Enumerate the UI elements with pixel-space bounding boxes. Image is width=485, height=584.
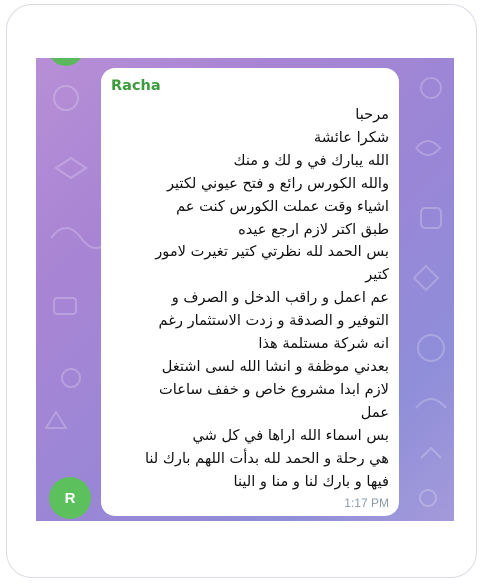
avatar-initial: R	[64, 489, 76, 507]
message-line: اشياء وقت عملت الكورس كنت عم	[176, 197, 389, 215]
message-line: كتير	[365, 266, 389, 284]
message-line: بس الحمد لله نظرتي كتير تغيرت لامور	[155, 243, 389, 261]
message-line: عمل	[360, 403, 389, 421]
message-line: شكرا عائشة	[313, 128, 389, 146]
sender-avatar[interactable]	[49, 477, 91, 519]
message-line: والله الكورس رائع و فتح عيوني لكتير	[166, 174, 389, 192]
message-line: انه شركة مستلمة هذا	[258, 335, 389, 353]
sender-name[interactable]: Racha	[111, 78, 161, 94]
message-line: بس اسماء الله اراها في كل شي	[192, 426, 389, 444]
message-line: لازم ابدا مشروع خاص و خفف ساعات	[159, 380, 389, 398]
message-line: التوفير و الصدقة و زدت الاستثمار رغم	[158, 312, 389, 330]
screenshot-frame	[6, 4, 477, 578]
message-line: مرحبا	[355, 106, 389, 123]
message-line: عم اعمل و راقب الدخل و الصرف و	[171, 289, 389, 307]
message-timestamp: 1:17 PM	[344, 496, 389, 510]
message-line: طبق اكتر لازم ارجع عيده	[238, 220, 389, 238]
message-line: هي رحلة و الحمد لله بدأت اللهم بارك لنا	[144, 449, 389, 467]
message-line: بعدني موظفة و انشا الله لسى اشتغل	[161, 357, 389, 375]
message-line: فيها و بارك لنا و منا و الينا	[233, 472, 389, 490]
message-text	[111, 104, 389, 493]
message-line: الله يبارك في و لك و منك	[233, 151, 389, 169]
message-bubble[interactable]	[101, 68, 399, 516]
chat-background	[36, 58, 454, 521]
